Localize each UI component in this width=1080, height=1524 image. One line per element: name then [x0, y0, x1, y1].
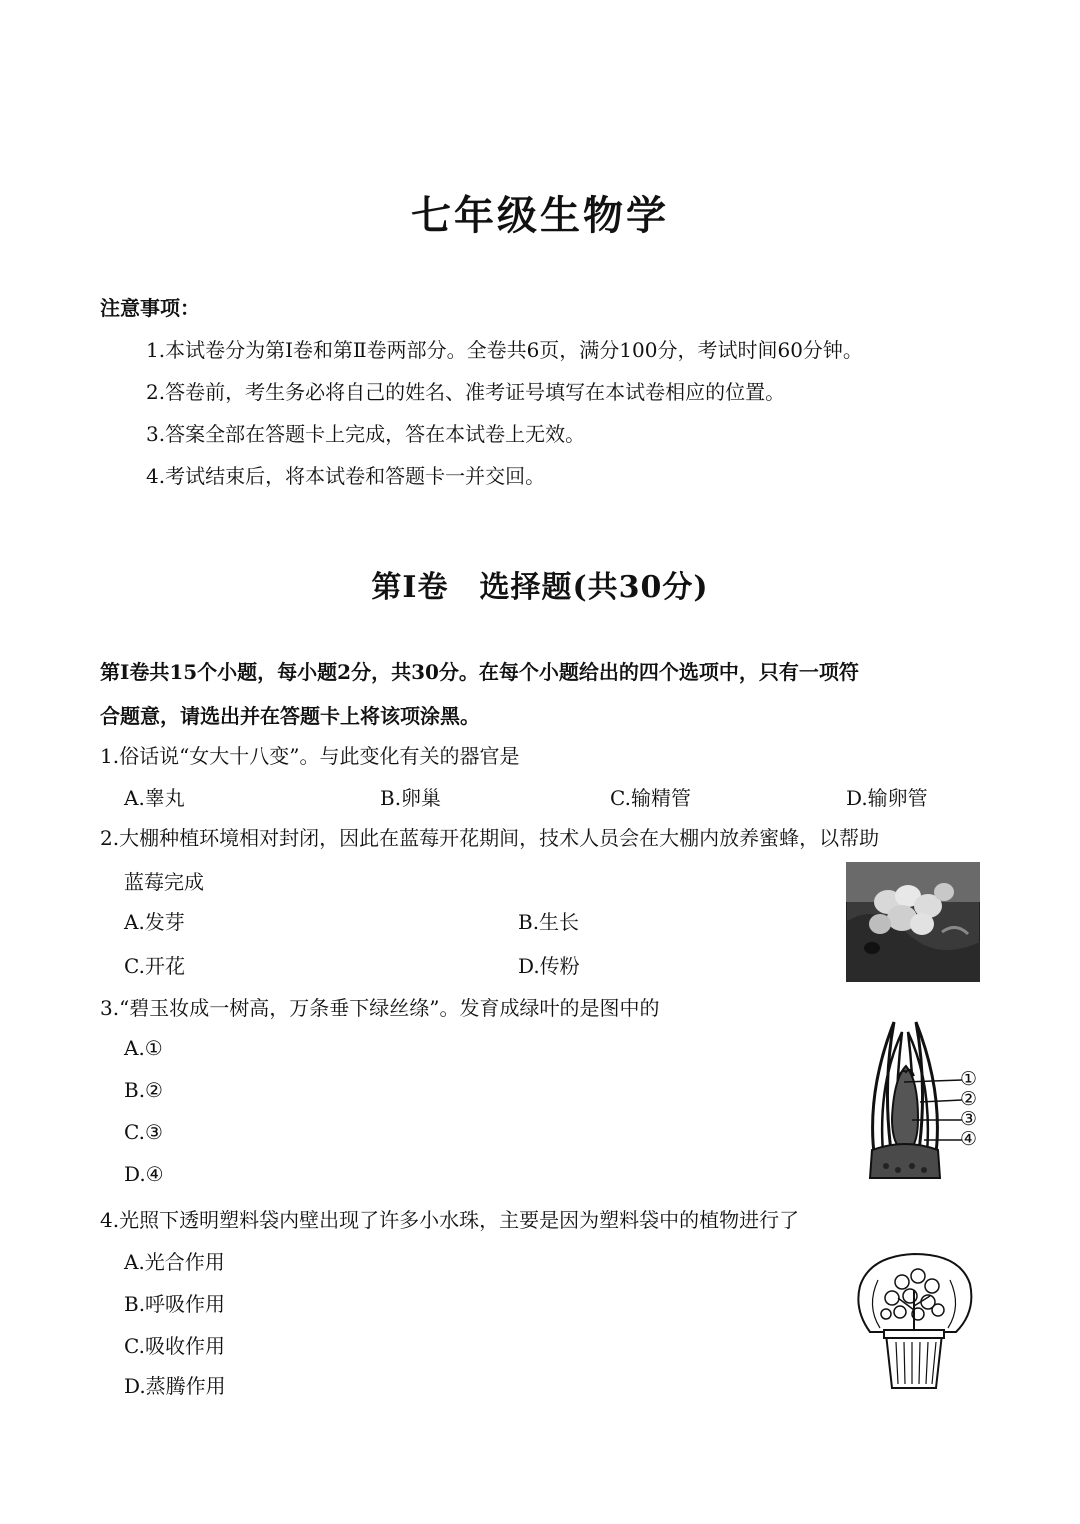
question-3-option-a[interactable]: A.①: [124, 1036, 163, 1060]
question-2-stem-line-1: 2.大棚种植环境相对封闭，因此在蓝莓开花期间，技术人员会在大棚内放养蜜蜂，以帮助: [100, 826, 880, 850]
notes-heading: 注意事项：: [100, 296, 200, 320]
section-title: 第Ⅰ卷 选择题(共30分): [371, 570, 709, 605]
section-intro-line-1: 第Ⅰ卷共15个小题，每小题2分，共30分。在每个小题给出的四个选项中，只有一项符: [100, 660, 859, 684]
question-4-stem: 4.光照下透明塑料袋内壁出现了许多小水珠，主要是因为塑料袋中的植物进行了: [100, 1208, 800, 1232]
section-intro-line-2: 合题意，请选出并在答题卡上将该项涂黑。: [100, 704, 480, 728]
blueberry-flower-photo: [846, 862, 980, 982]
question-1-option-d[interactable]: D.输卵管: [846, 786, 928, 810]
note-item-4: 4.考试结束后，将本试卷和答题卡一并交回。: [146, 464, 546, 488]
question-2-option-b[interactable]: B.生长: [518, 910, 580, 934]
note-item-2: 2.答卷前，考生务必将自己的姓名、准考证号填写在本试卷相应的位置。: [146, 380, 786, 404]
note-item-1: 1.本试卷分为第Ⅰ卷和第Ⅱ卷两部分。全卷共6页，满分100分，考试时间60分钟。: [146, 338, 863, 362]
question-4-option-d[interactable]: D.蒸腾作用: [124, 1374, 226, 1398]
question-1-option-a[interactable]: A.睾丸: [124, 786, 185, 810]
question-1-option-c[interactable]: C.输精管: [610, 786, 691, 810]
bud-label-1: ①: [960, 1068, 978, 1090]
question-4-option-b[interactable]: B.呼吸作用: [124, 1292, 226, 1316]
potted-plant-in-bag-illustration: [852, 1250, 976, 1392]
bud-label-4: ④: [960, 1128, 978, 1150]
question-2-option-c[interactable]: C.开花: [124, 954, 185, 978]
bud-label-2: ②: [960, 1088, 978, 1110]
question-2-stem-line-2: 蓝莓完成: [124, 870, 204, 894]
question-1-option-b[interactable]: B.卵巢: [380, 786, 442, 810]
question-1-stem: 1.俗话说“女大十八变”。与此变化有关的器官是: [100, 744, 520, 768]
question-3-option-c[interactable]: C.③: [124, 1120, 163, 1144]
question-3-option-d[interactable]: D.④: [124, 1162, 164, 1186]
bud-label-leader-lines: [900, 1070, 962, 1150]
question-3-stem: 3.“碧玉妆成一树高，万条垂下绿丝绦”。发育成绿叶的是图中的: [100, 996, 660, 1020]
bud-label-3: ③: [960, 1108, 978, 1130]
page-title: 七年级生物学: [411, 192, 669, 239]
question-4-option-a[interactable]: A.光合作用: [124, 1250, 225, 1274]
question-3-option-b[interactable]: B.②: [124, 1078, 163, 1102]
question-4-option-c[interactable]: C.吸收作用: [124, 1334, 225, 1358]
question-2-option-d[interactable]: D.传粉: [518, 954, 580, 978]
question-2-option-a[interactable]: A.发芽: [124, 910, 185, 934]
note-item-3: 3.答案全部在答题卡上完成，答在本试卷上无效。: [146, 422, 586, 446]
